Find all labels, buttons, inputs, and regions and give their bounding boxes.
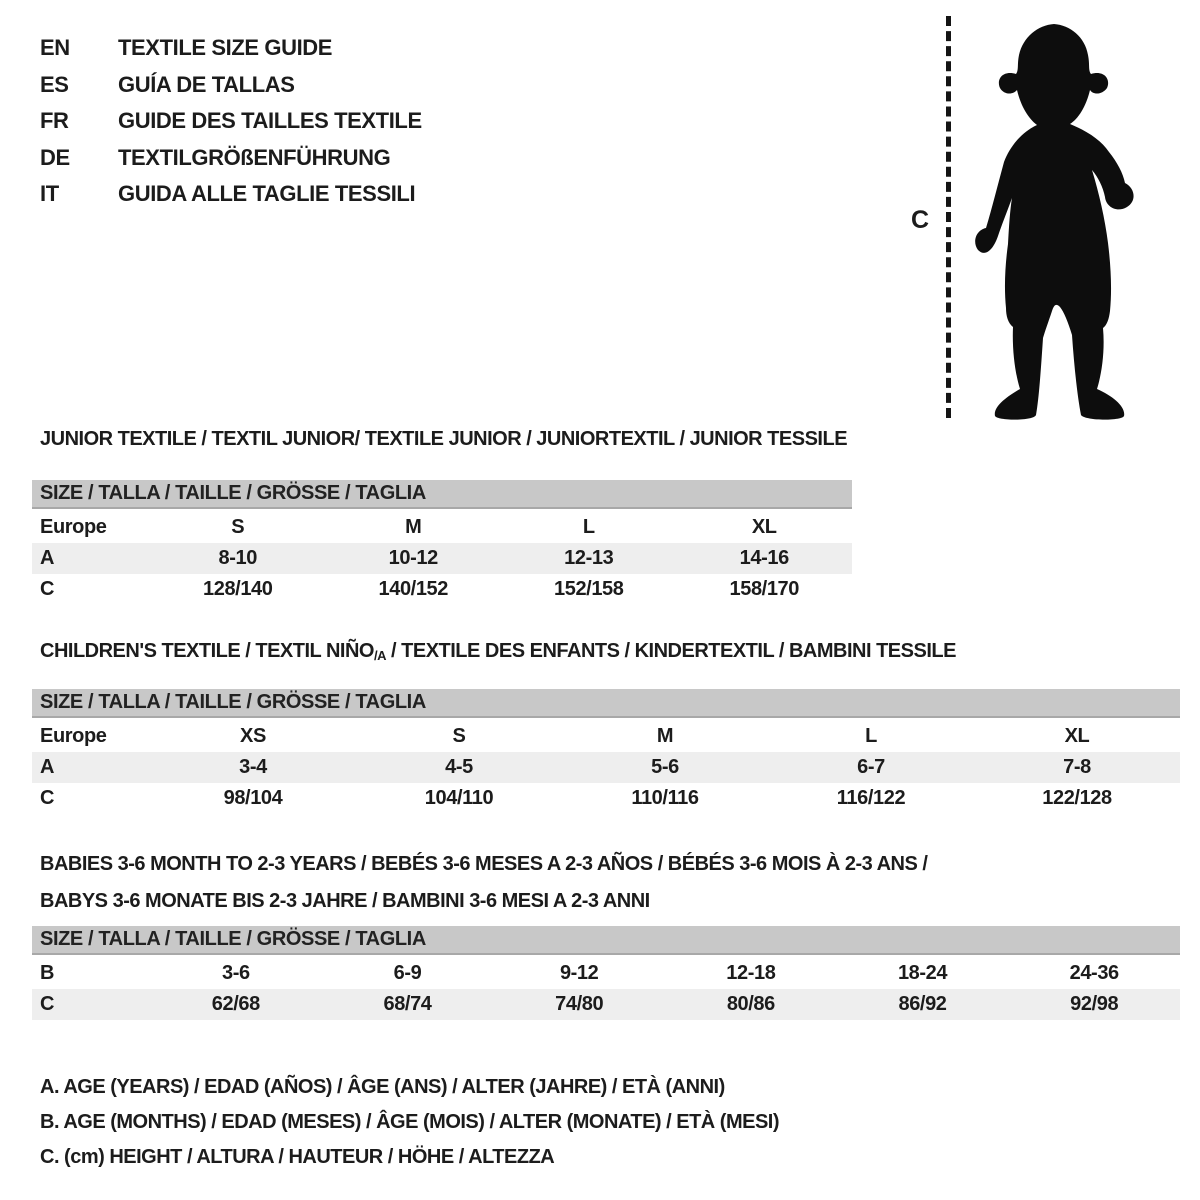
junior-size-table (32, 480, 852, 605)
height-cell: 140/152 (378, 578, 448, 600)
toddler-silhouette-icon (962, 20, 1146, 420)
height-cell: 110/116 (631, 787, 699, 809)
age-cell: 12-18 (726, 962, 776, 984)
row-label: C (40, 787, 55, 809)
height-cell: 128/140 (203, 578, 273, 600)
age-cell: 6-9 (393, 962, 422, 984)
age-cell: 3-4 (239, 756, 267, 778)
age-cell: 10-12 (388, 547, 438, 569)
table-row-height (32, 989, 1180, 1020)
row-label: Europe (40, 725, 107, 747)
children-title-subscript: /A (373, 648, 386, 663)
lang-label: TEXTILE SIZE GUIDE (118, 35, 333, 61)
row-label: A (40, 756, 55, 778)
height-cell: 122/128 (1042, 787, 1112, 809)
height-cell: 92/98 (1070, 993, 1119, 1015)
children-size-table (32, 689, 1180, 814)
table-row-europe (32, 512, 852, 543)
height-cell: 80/86 (726, 993, 775, 1015)
size-header-bar: SIZE / TALLA / TAILLE / GRÖSSE / TAGLIA (32, 480, 852, 509)
lang-code: DE (40, 144, 70, 170)
footnote-age-months: B. AGE (MONTHS) / EDAD (MESES) / ÂGE (MOIS) / ALTER (MONATE) / ETÀ (MESI) (40, 1111, 780, 1133)
height-measure-label: C (911, 206, 930, 234)
age-cell: 14-16 (739, 547, 789, 569)
height-cell: 104/110 (424, 787, 494, 809)
row-label: A (40, 547, 55, 569)
babies-size-table (32, 926, 1180, 1020)
table-row-height (32, 574, 852, 605)
age-cell: 7-8 (1063, 756, 1091, 778)
lang-row-it (40, 176, 422, 213)
size-cell: XL (1064, 725, 1090, 747)
age-cell: 9-12 (559, 962, 599, 984)
height-cell: 158/170 (729, 578, 799, 600)
babies-title-line1: BABIES 3-6 MONTH TO 2-3 YEARS / BEBÉS 3-6 MESES A 2-3 AÑOS / BÉBÉS 3-6 MOIS À 2-3 ANS / (40, 853, 928, 875)
height-cell: 152/158 (554, 578, 624, 600)
size-cell: M (405, 516, 422, 538)
junior-section-title: JUNIOR TEXTILE / TEXTIL JUNIOR/ TEXTILE JUNIOR / JUNIORTEXTIL / JUNIOR TESSILE (40, 428, 848, 450)
row-label: C (40, 993, 55, 1015)
table-row-europe (32, 721, 1180, 752)
lang-code: EN (40, 35, 70, 61)
babies-section-title (40, 846, 927, 920)
lang-row-es (40, 67, 422, 104)
age-cell: 24-36 (1069, 962, 1119, 984)
children-title-text: CHILDREN'S TEXTILE / TEXTIL NIÑO (40, 640, 374, 662)
height-cell: 116/122 (836, 787, 906, 809)
footnote-age-years: A. AGE (YEARS) / EDAD (AÑOS) / ÂGE (ANS) / ALTER (JAHRE) / ETÀ (ANNI) (40, 1076, 725, 1098)
lang-label: TEXTILGRÖßENFÜHRUNG (118, 144, 391, 170)
size-cell: S (231, 516, 245, 538)
height-cell: 98/104 (223, 787, 283, 809)
legend-footnotes (40, 1070, 779, 1175)
age-cell: 12-13 (564, 547, 614, 569)
size-header-bar: SIZE / TALLA / TAILLE / GRÖSSE / TAGLIA (32, 689, 1180, 718)
size-cell: S (452, 725, 466, 747)
row-label: Europe (40, 516, 107, 538)
footnote-height-cm: C. (cm) HEIGHT / ALTURA / HAUTEUR / HÖHE / ALTEZZA (40, 1146, 555, 1168)
height-cell: 74/80 (555, 993, 604, 1015)
height-cell: 86/92 (898, 993, 947, 1015)
size-cell: XL (751, 516, 777, 538)
lang-row-de (40, 140, 422, 177)
age-cell: 6-7 (857, 756, 885, 778)
age-cell: 8-10 (218, 547, 257, 569)
size-cell: XS (240, 725, 266, 747)
height-measure-dashed-line (946, 16, 951, 418)
size-cell: L (582, 516, 595, 538)
age-cell: 5-6 (651, 756, 679, 778)
size-cell: M (656, 725, 674, 747)
children-section-title (40, 640, 956, 663)
size-cell: L (865, 725, 877, 747)
table-row-age (32, 752, 1180, 783)
lang-label: GUIDE DES TAILLES TEXTILE (118, 108, 422, 134)
lang-row-fr (40, 103, 422, 140)
table-row-age-months (32, 958, 1180, 989)
table-row-height (32, 783, 1180, 814)
age-cell: 3-6 (221, 962, 250, 984)
lang-code: ES (40, 71, 69, 97)
height-cell: 62/68 (211, 993, 260, 1015)
row-label: B (40, 962, 55, 984)
lang-row-en (40, 30, 422, 67)
lang-code: FR (40, 108, 69, 134)
table-row-age (32, 543, 852, 574)
lang-label: GUIDA ALLE TAGLIE TESSILI (118, 181, 416, 207)
babies-title-line2: BABYS 3-6 MONATE BIS 2-3 JAHRE / BAMBINI 3-6 MESI A 2-3 ANNI (40, 890, 650, 912)
height-cell: 68/74 (383, 993, 432, 1015)
language-header (40, 30, 422, 213)
row-label: C (40, 578, 55, 600)
children-title-text: / TEXTILE DES ENFANTS / KINDERTEXTIL / BAMBINI TESSILE (385, 640, 956, 662)
age-cell: 18-24 (897, 962, 948, 984)
lang-label: GUÍA DE TALLAS (118, 71, 295, 97)
lang-code: IT (40, 181, 59, 207)
age-cell: 4-5 (445, 756, 473, 778)
size-header-bar: SIZE / TALLA / TAILLE / GRÖSSE / TAGLIA (32, 926, 1180, 955)
